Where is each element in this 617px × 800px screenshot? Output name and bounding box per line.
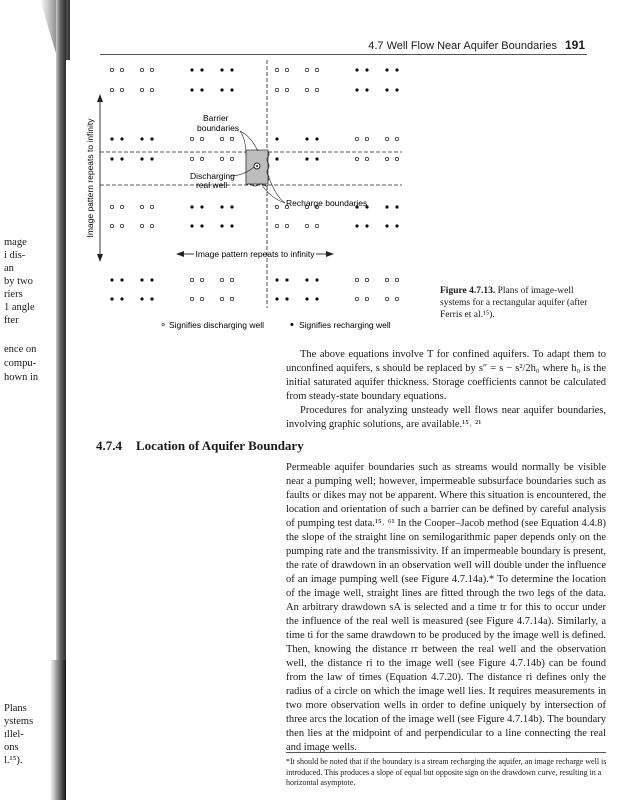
image-discharging-well [200,278,203,281]
image-discharging-well [395,278,398,281]
image-recharging-well [120,278,123,281]
image-discharging-well [365,137,368,140]
image-discharging-well [395,297,398,300]
image-recharging-well [230,224,233,227]
image-recharging-well [140,297,143,300]
image-recharging-well [190,68,193,71]
margin-fragment: riers [4,289,23,300]
image-discharging-well [120,205,123,208]
image-well-figure [80,58,410,338]
image-discharging-well [305,88,308,91]
paragraph-unconfined-adaptation: The above equations involve T for confined aquifers. To adapt them to unconfined aquifers, s should be replaced by s″ = s − s²/2h₀ where h₀ is the initial saturated aquifer thickness. Storage coefficients cannot be calculated from steady-state boundary equations. [286,349,606,402]
margin-fragment: mage [4,237,27,248]
book-spine-shadow-bottom [50,660,66,800]
image-discharging-well [275,68,278,71]
well-grid [110,68,398,300]
margin-fragment: ence on [4,344,37,355]
discharging-label-line-2: real well [196,180,228,190]
image-recharging-well [385,68,388,71]
image-discharging-well [305,224,308,227]
header-rule [100,54,587,55]
margin-fragment: hown in [4,372,39,383]
image-discharging-well [385,278,388,281]
paragraph-boundary-location: Permeable aquifer boundaries such as streams would normally be visible near a pumping well; however, impermeable subsurface boundaries such as faults or dikes may not be apparent. Where this situation is encountered, the location and orientation of such a barrier can be defined by careful analysis of pumping test data.¹⁵˒ ⁶¹ In the Cooper–Jacob method (see Equation 4.4.8) the slope of the straight line on semilogarithmic paper depends only on the pumping rate and the transmissivity. If an impermeable boundary is present, the rate of drawdown in an observation well will double under the influence of an image pumping well (see Figure 4.7.14a).* To determine the location of the image well, straight lines are fitted through the two legs of the data. An arbitrary drawdown sA is selected and a time tr for this to occur under the influence of the real well is measured (see Figure 4.7.14a). Similarly, a time ti for the same drawdown to be produced by the image well is defined. Then, knowing the distance rr between the real well and the observation well, the distance ri to the image well (see Figure 4.7.14b) can be found from the law of times (Equation 4.7.20). The distance ri defines only the radius of a circle on which the image well lies. It requires measurements in two more observation wells in order to define uniquely by intersection of three arcs the location of the image well (see Figure 4.7.14b). The boundary then lies at the midpoint of and perpendicular to a line connecting the real and image wells. [286,462,606,753]
image-discharging-well [395,157,398,160]
image-recharging-well [355,68,358,71]
margin-fragment: ons [4,742,19,753]
image-recharging-well [110,137,113,140]
image-recharging-well [190,88,193,91]
image-recharging-well [230,88,233,91]
image-recharging-well [120,137,123,140]
image-discharging-well [230,278,233,281]
image-recharging-well [200,68,203,71]
margin-fragment: ıllel- [4,729,24,740]
margin-fragment: Plans [4,703,27,714]
bottom-image-pattern-label: Image pattern repeats to infinity [195,249,315,259]
image-recharging-well [305,137,308,140]
image-discharging-well [365,157,368,160]
image-recharging-well [190,205,193,208]
image-discharging-well [220,157,223,160]
image-recharging-well [315,297,318,300]
image-discharging-well [305,68,308,71]
image-recharging-well [140,137,143,140]
image-recharging-well [110,278,113,281]
image-discharging-well [365,297,368,300]
image-recharging-well [230,205,233,208]
image-recharging-well [365,224,368,227]
legend-recharging-symbol: • [290,319,294,331]
image-recharging-well [275,297,278,300]
image-recharging-well [285,278,288,281]
barrier-label-line-2: boundaries [197,123,240,133]
image-discharging-well [200,157,203,160]
footnote-rule [286,752,606,753]
image-discharging-well [275,88,278,91]
image-recharging-well [315,157,318,160]
figure-caption-label: Figure 4.7.13. [440,286,496,296]
image-discharging-well [220,278,223,281]
margin-fragment: an [4,263,14,274]
paragraph-graphic-solutions: Procedures for analyzing unsteady well flows near aquifer boundaries, involving graphic solutions, are available.¹⁵˒ ²¹ [286,405,606,430]
image-recharging-well [395,88,398,91]
image-recharging-well [150,157,153,160]
image-recharging-well [385,205,388,208]
image-recharging-well [315,137,318,140]
image-recharging-well [305,297,308,300]
section-title: Location of Aquifer Boundary [136,438,304,453]
image-recharging-well [200,88,203,91]
margin-fragment: l.¹⁵). [4,755,23,766]
image-discharging-well [190,278,193,281]
legend-discharging-symbol: ∘ [160,320,167,331]
image-discharging-well [275,205,278,208]
image-recharging-well [355,224,358,227]
margin-fragment: compu- [4,358,37,369]
side-arrow [97,94,103,262]
image-discharging-well [190,157,193,160]
image-recharging-well [395,68,398,71]
discharging-label-line-1: Discharging [190,171,235,181]
image-recharging-well [275,278,278,281]
image-recharging-well [365,68,368,71]
image-recharging-well [365,88,368,91]
image-recharging-well [190,224,193,227]
image-discharging-well [140,88,143,91]
side-arrow-head-down [97,254,103,262]
image-discharging-well [355,297,358,300]
image-discharging-well [220,137,223,140]
image-recharging-well [275,137,278,140]
image-discharging-well [110,68,113,71]
barrier-leader-1 [240,131,258,151]
margin-fragment: ystems [4,716,34,727]
image-recharging-well [395,205,398,208]
image-discharging-well [315,224,318,227]
image-discharging-well [150,88,153,91]
image-discharging-well [365,278,368,281]
image-recharging-well [395,224,398,227]
side-image-pattern-label: Image pattern repeats to infinity [85,118,95,238]
image-discharging-well [200,297,203,300]
legend-discharging-text: Signifies discharging well [169,320,264,330]
margin-fragment: by two [4,276,33,287]
image-recharging-well [285,297,288,300]
section-heading [96,438,304,454]
image-recharging-well [150,137,153,140]
image-discharging-well [230,137,233,140]
image-recharging-well [230,68,233,71]
barrier-leader-2 [240,131,246,155]
image-recharging-well [305,278,308,281]
image-recharging-well [315,278,318,281]
image-discharging-well [150,224,153,227]
section-number: 4.7.4 [96,438,122,453]
page-number: 191 [564,38,585,52]
image-recharging-well [150,297,153,300]
image-recharging-well [385,224,388,227]
image-discharging-well [230,297,233,300]
image-discharging-well [110,88,113,91]
image-discharging-well [200,137,203,140]
image-discharging-well [385,297,388,300]
image-discharging-well [190,297,193,300]
image-recharging-well [305,157,308,160]
bottom-arrow-head-left [176,251,184,257]
side-arrow-head-up [97,94,103,102]
image-discharging-well [140,224,143,227]
margin-fragment: fter [4,315,19,326]
footnote: *It should be noted that if the boundary is a stream recharging the aquifer, an image recharge well is introduced. This produces a slope of equal but opposite sign on the drawdown curve, resulting in a horizontal asymptote. [286,757,607,787]
image-recharging-well [220,88,223,91]
image-discharging-well [120,224,123,227]
image-recharging-well [275,157,278,160]
image-recharging-well [150,278,153,281]
image-discharging-well [385,157,388,160]
figure-caption [440,285,605,321]
image-discharging-well [220,297,223,300]
image-discharging-well [150,205,153,208]
image-discharging-well [150,68,153,71]
image-recharging-well [355,88,358,91]
image-recharging-well [220,224,223,227]
barrier-label-line-1: Barrier [203,113,229,123]
margin-fragment: i dis- [4,250,26,261]
image-discharging-well [140,68,143,71]
figure-caption-text: Plans of image-well systems for a rectangular aquifer (after Ferris et al.¹⁵). [440,286,588,320]
image-discharging-well [230,157,233,160]
image-recharging-well [140,278,143,281]
image-discharging-well [315,88,318,91]
image-recharging-well [140,157,143,160]
image-recharging-well [220,205,223,208]
image-discharging-well [120,88,123,91]
image-recharging-well [120,297,123,300]
image-discharging-well [315,68,318,71]
running-header [368,38,585,52]
image-recharging-well [200,205,203,208]
image-discharging-well [285,224,288,227]
image-discharging-well [355,157,358,160]
image-recharging-well [110,157,113,160]
image-recharging-well [110,297,113,300]
image-discharging-well [385,137,388,140]
image-recharging-well [120,157,123,160]
image-discharging-well [355,278,358,281]
margin-fragment: 1 angle [4,302,35,313]
legend-recharging-text: Signifies recharging well [299,320,391,330]
real-well-center [256,165,258,167]
image-discharging-well [190,137,193,140]
recharge-boundaries-label: Recharge boundaries [286,198,368,208]
image-discharging-well [140,205,143,208]
image-discharging-well [285,68,288,71]
image-discharging-well [120,68,123,71]
image-discharging-well [285,88,288,91]
image-discharging-well [395,137,398,140]
image-discharging-well [275,224,278,227]
image-recharging-well [385,88,388,91]
bottom-arrow-head-right [326,251,334,257]
image-recharging-well [220,68,223,71]
image-discharging-well [355,137,358,140]
image-discharging-well [110,224,113,227]
header-section-title: 4.7 Well Flow Near Aquifer Boundaries [368,40,557,52]
image-discharging-well [110,205,113,208]
image-recharging-well [200,224,203,227]
